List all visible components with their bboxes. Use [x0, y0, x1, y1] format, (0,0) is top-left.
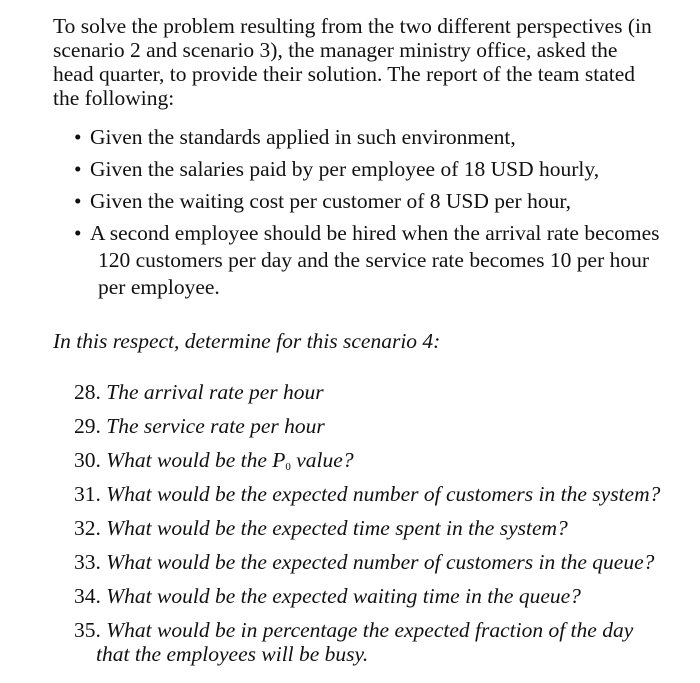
- question-number: 29.: [74, 414, 101, 438]
- bullet-icon: •: [74, 125, 82, 149]
- question-number: 33.: [74, 550, 101, 574]
- question-text: What would be the expected waiting time in the queue?: [106, 584, 581, 608]
- bullet-text: 120 customers per day and the service rate becomes 10 per hour: [98, 248, 650, 272]
- bullet-icon: •: [74, 221, 82, 245]
- subscript: 0: [285, 461, 291, 473]
- question-number: 28.: [74, 380, 101, 404]
- question-text: What would be the expected number of customers in the system?: [106, 482, 661, 506]
- question-number: 35.: [74, 618, 101, 642]
- question-item: [74, 413, 694, 447]
- question-item: [74, 447, 694, 481]
- bullet-text: Given the waiting cost per customer of 8 USD per hour,: [90, 189, 571, 213]
- bullet-text: Given the standards applied in such environment,: [90, 125, 516, 149]
- question-item: [74, 379, 694, 413]
- intro-line: head quarter, to provide their solution. The report of the team stated: [53, 62, 636, 86]
- list-item: [74, 156, 694, 182]
- bullet-text: Given the salaries paid by per employee of 18 USD hourly,: [90, 157, 600, 181]
- intro-line: To solve the problem resulting from the two different perspectives (in: [53, 14, 652, 38]
- bullet-icon: •: [74, 157, 82, 181]
- question-item: [74, 515, 694, 549]
- question-text: [106, 448, 353, 472]
- question-text-part: What would be the P: [106, 448, 286, 472]
- question-number: 31.: [74, 482, 101, 506]
- question-text: What would be in percentage the expected fraction of the day: [106, 618, 634, 642]
- question-number: 30.: [74, 448, 101, 472]
- question-text-part: value?: [290, 448, 354, 472]
- question-item: [74, 481, 694, 515]
- question-text: The arrival rate per hour: [106, 380, 324, 404]
- question-text: The service rate per hour: [106, 414, 325, 438]
- bullet-list: [74, 124, 694, 307]
- bullet-icon: •: [74, 189, 82, 213]
- question-number: 32.: [74, 516, 101, 540]
- list-item: [74, 220, 694, 301]
- intro-line: scenario 2 and scenario 3), the manager ministry office, asked the: [53, 38, 618, 62]
- question-item: [74, 549, 694, 583]
- intro-paragraph: [53, 14, 693, 110]
- list-item: [74, 124, 694, 150]
- bullet-text: per employee.: [98, 275, 220, 299]
- question-item: [74, 617, 694, 665]
- bullet-text: A second employee should be hired when the arrival rate becomes: [90, 221, 660, 245]
- intro-line: the following:: [53, 86, 175, 110]
- list-item: [74, 188, 694, 214]
- question-text: What would be the expected number of customers in the queue?: [106, 550, 655, 574]
- question-text: that the employees will be busy.: [96, 642, 369, 666]
- question-item: [74, 583, 694, 617]
- question-number: 34.: [74, 584, 101, 608]
- lead-sentence: In this respect, determine for this scenario 4:: [53, 329, 441, 353]
- question-list: [74, 379, 694, 665]
- question-text: What would be the expected time spent in the system?: [106, 516, 568, 540]
